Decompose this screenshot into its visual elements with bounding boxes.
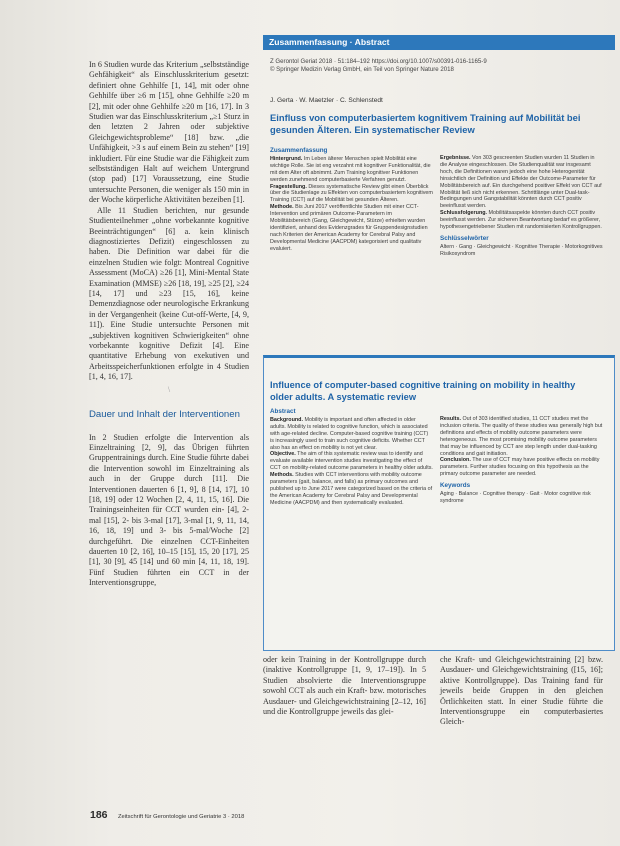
left-text-column [89, 60, 249, 589]
abstract-label: Schlussfolgerung. [440, 210, 488, 217]
abstract-label: Ergebnisse. [440, 155, 471, 161]
article-title-english: Influence of computer-based cognitive training on mobility in healthy older adults. A systematic review [270, 380, 576, 402]
citation-copyright: © Springer Medizin Verlag GmbH, ein Teil von Springer Nature 2018 [270, 66, 454, 73]
abstract-text [440, 416, 603, 505]
english-abstract-col-1 [270, 409, 433, 507]
abstract-label: Methods. [270, 472, 294, 479]
abstract-heading: Abstract [270, 408, 296, 415]
keywords-heading: Keywords [440, 482, 471, 490]
body-column-middle: oder kein Training in der Kontrollgruppe durch (inaktive Kontrollgruppe [1, 9, 17–19]). In 5 Studien absolvierte die Interventionsgruppe sowohl CCT als auch ein Kraft- bzw. motorisches Ausdauer- und Gleichgewichtstraining [2–12, 16] und die Kontrollgruppe jeweils das glei- [263, 655, 426, 717]
abstract-text [440, 155, 603, 258]
citation-block [270, 58, 610, 74]
abstract-sentence: Mobilitätsaspekte könnten durch CCT positiv beeinflusst werden. Zur sicheren Beantwortung bedarf es größerer, hypothesengetriebener Studien mit randomisierten Kontrollgruppen. [440, 210, 602, 231]
abstract-heading: Zusammenfassung [270, 147, 328, 154]
body-paragraph: Alle 11 Studien berichten, nur gesunde Studienteilnehmer „ohne vorbekannte kognitive Beeinträchtigungen“ [6] a. kein klinisch diagnostiziertes Defizit) eingeschlossen zu haben. Die Definition war dabei für die einzelnen Studien wie folgt: Montreal Cognitive Assessment (MoCA) ≥26 [1], Mini-Mental State Examination (MMSE) ≥26 [18, 19], ≥25 [2], ≥24 [14, 17] und ≥23 [15, 16], keine Demenzdiagnose oder neurologische Erkrankung in der Vergangenheit (keine Cut-off-Werte, [4, 9, 11]). Eine Studie untersuchte Personen mit „subjektiven kognitiven Schwierigkeiten“ ohne vorbekannte kognitive Defizit [4]. Eine quantitative Erhebung von exekutiven und Arbeitsspeicherfunktionen erfolgte in 4 Studien [1, 4, 16, 17]. [89, 205, 249, 382]
abstract-label: Background. [270, 416, 303, 423]
abstract-sentence: Mobility is important and often affected in older adults. Mobility is related to cognitive function, which is associated with age-related decline. Computer-based cognitive training (CCT) is increasingly used to train such cognitive deficits. Whether CCT also has an effect on mobility is not yet clear. [270, 416, 429, 451]
german-abstract-col-2 [440, 155, 603, 258]
abstract-text [270, 156, 433, 253]
abstract-sentence: Bis Juni 2017 veröffentlichte Studien mit einer CCT-Intervention und primären Outcome-Parametern im Mobilitätsbereich (Gang, Gleichgewicht, Stürze) erhielten wurden identifiziert, anhand des Evidenzgrades für Gruppendesignstudien nach Kriterien der American Academy for Cerebral Palsy and Developmental Medicine (AACPDM) kategorisiert und qualitativ evaluiert. [270, 204, 428, 252]
abstract-label: Methode. [270, 204, 294, 211]
page-footer [90, 805, 490, 823]
page-number: 186 [90, 809, 108, 821]
body-paragraph: In 6 Studien wurde das Kriterium „selbstständige Gehfähigkeit“ als Einschlusskriterium gesetzt: definiert ohne Gehhilfe [1, 14], mit oder ohne Gehhilfe über ≥6 m [15], ohne Gehhilfe ≥20 m [2], mit oder ohne Gehhilfe ≥20 m [16, 17]. In 3 Studien war das Einschlusskriterium „≥1 Sturz in den letzten 2 Jahren oder subjektive Gleichgewichtsprobleme“ [18] bzw. „die Unfähigkeit, >3 s auf einem Bein zu stehen“ [19] inkludiert. Für eine Studie war die Fähigkeit zum selbstständigen Halt auf weichem Untergrund (stop pad) [17] Voraussetzung, eine Studie untersuchte Personen, die weniger als 150 min in der Woche körperliche Aktivitäten bezeiben [1]. [89, 60, 249, 205]
body-paragraph: In 2 Studien erfolgte die Intervention als Einzeltraining [2, 9], das Übrigen führten Gruppentrainings durch. Eine Studie führte dabei die Intervention sowohl im Einzeltraining als auch in der Gruppe durch [11]. Die Interventionen dauerten 6 [1, 9], 8 [14, 17], 10 [18, 19] oder 12 Wochen [2, 4, 11, 15, 16]. Die Trainingseinheiten für CCT wurden ein- [4], 2-mal [15], 2- bis 3-mal [17], 3-mal [1, 9, 11, 14, 16, 18, 19] und 3- bis 5-mal/Woche [2] durchgeführt. Die einzelnen CCT-Einheiten dauerten 10 [2, 16], 10–15 [15], 15, 20 [17], 25 [1], 30 [9], 45 [14] und 60 min [4, 11, 18, 19]. Fünf Studien führten ein CCT in der Interventionsgruppe, [89, 432, 249, 588]
abstract-text [270, 417, 433, 507]
abstract-paragraph [270, 451, 433, 472]
body-column-right: che Kraft- und Gleichgewichtstraining [2] bzw. Ausdauer- und Gleichgewichtstraining ([15, 16]; aktive Kontrollgruppe). Das Training fand für jeweils beide Gruppen in den gleichen Örtlichkeiten statt. In einer Studie führte die Interventionsgruppe ein computerbasiertes Gleich- [440, 655, 603, 727]
abstract-label: Results. [440, 416, 461, 422]
abstract-sentence: The aim of this systematic review was to identify and evaluate available intervention studies investigating the effect of CCT on mobility-related outcome parameters in healthy older adults. [270, 451, 433, 472]
abstract-sentence: Dieses systematische Review gibt einen Überblick über die Studienlage zu Effekten von computerbasiertem kognitivem Training (CCT) auf die Mobilität bei gesunden Älteren. [270, 183, 433, 204]
separator-mark: \ [167, 384, 171, 394]
abstract-sentence: Aging · Balance · Cognitive therapy · Gait · Motor cognitive risk syndrome [440, 491, 591, 504]
abstract-label: Hintergrund. [270, 155, 303, 162]
abstract-banner: Zusammenfassung · Abstract [263, 35, 615, 50]
abstract-paragraph [270, 417, 433, 452]
abstract-label: Objective. [270, 451, 296, 458]
german-abstract-col-1 [270, 148, 433, 253]
abstract-paragraph [440, 457, 603, 478]
journal-name: Zeitschrift für Gerontologie und Geriatrie 3 · 2018 [117, 814, 245, 820]
abstract-paragraph [440, 155, 603, 210]
abstract-paragraph [270, 156, 433, 184]
abstract-paragraph [270, 472, 433, 507]
abstract-sentence: Von 303 gescreenten Studien wurden 11 Studien in die Analyse eingeschlossen. Die Studienqualität war insgesamt hoch, die Definitionen waren jedoch eine hohe Heterogenität hinsichtlich der Definition und Effekte der Outcome-Parameter für Mobilitätsbereich auf. Ein durchgehend positiver Effekt von CCT auf Mobilität ließ sich nicht erkennen. Schrittlänge unter Dual-task-Bedingungen und Gangstabilität könnten durch CCT positiv beeinflusst werden. [440, 155, 602, 210]
abstract-paragraph [270, 204, 433, 252]
abstract-paragraph [440, 244, 603, 258]
abstract-paragraph [440, 491, 603, 505]
author-list: J. Gerta · W. Maetzler · C. Schlenstedt [270, 97, 383, 104]
english-abstract-col-2 [440, 416, 603, 505]
abstract-paragraph [440, 210, 603, 231]
citation-doi: Z Gerontol Geriat 2018 · 51:184–192 https://doi.org/10.1007/s00391-016-1165-9 [270, 58, 487, 65]
abstract-paragraph [440, 416, 603, 457]
abstract-sentence: Out of 303 identified studies, 11 CCT studies met the inclusion criteria. The quality of these studies was generally high but definitions and effects of mobility outcome parameters were heterogeneous. The most promising mobility outcome parameters that may be influenced by CCT are step length under dual-tasking conditions and gait initiation. [440, 416, 603, 457]
abstract-paragraph [270, 184, 433, 205]
abstract-label: Conclusion. [440, 457, 471, 464]
abstract-sentence: The use of CCT may have positive effects on mobility parameters. Further studies focusing on this hypothesis as the primary outcome parameter are needed. [440, 457, 600, 478]
abstract-label: Fragestellung. [270, 183, 307, 190]
abstract-sentence: Altern · Gang · Gleichgewicht · Kognitive Therapie · Motorkognitives Risikosyndrom [440, 243, 603, 257]
abstract-sentence: Im Leben älterer Menschen spielt Mobilität eine wichtige Rolle. Sie ist eng verzahnt mit kognitiver Funktionalität, die mit dem Alter oft abnimmt. Zum Training kognitiver Funktionen werden zunehmend computerbasierte Verfahren genutzt. [270, 155, 431, 183]
keywords-heading: Schlüsselwörter [440, 234, 489, 242]
section-heading: Dauer und Inhalt der Interventionen [89, 408, 240, 420]
abstract-sentence: Studies with CCT interventions with mobility outcome parameters (gait, balance, and falls) as primary outcomes and published up to June 2017 were categorized based on the criteria of the American Academy for Cerebral Palsy and Developmental Medicine (AACPDM) and then systematically evaluated. [270, 472, 433, 506]
article-title-german: Einfluss von computerbasiertem kognitivem Training auf Mobilität bei gesunden Älteren. Ein systematischer Review [270, 112, 581, 135]
